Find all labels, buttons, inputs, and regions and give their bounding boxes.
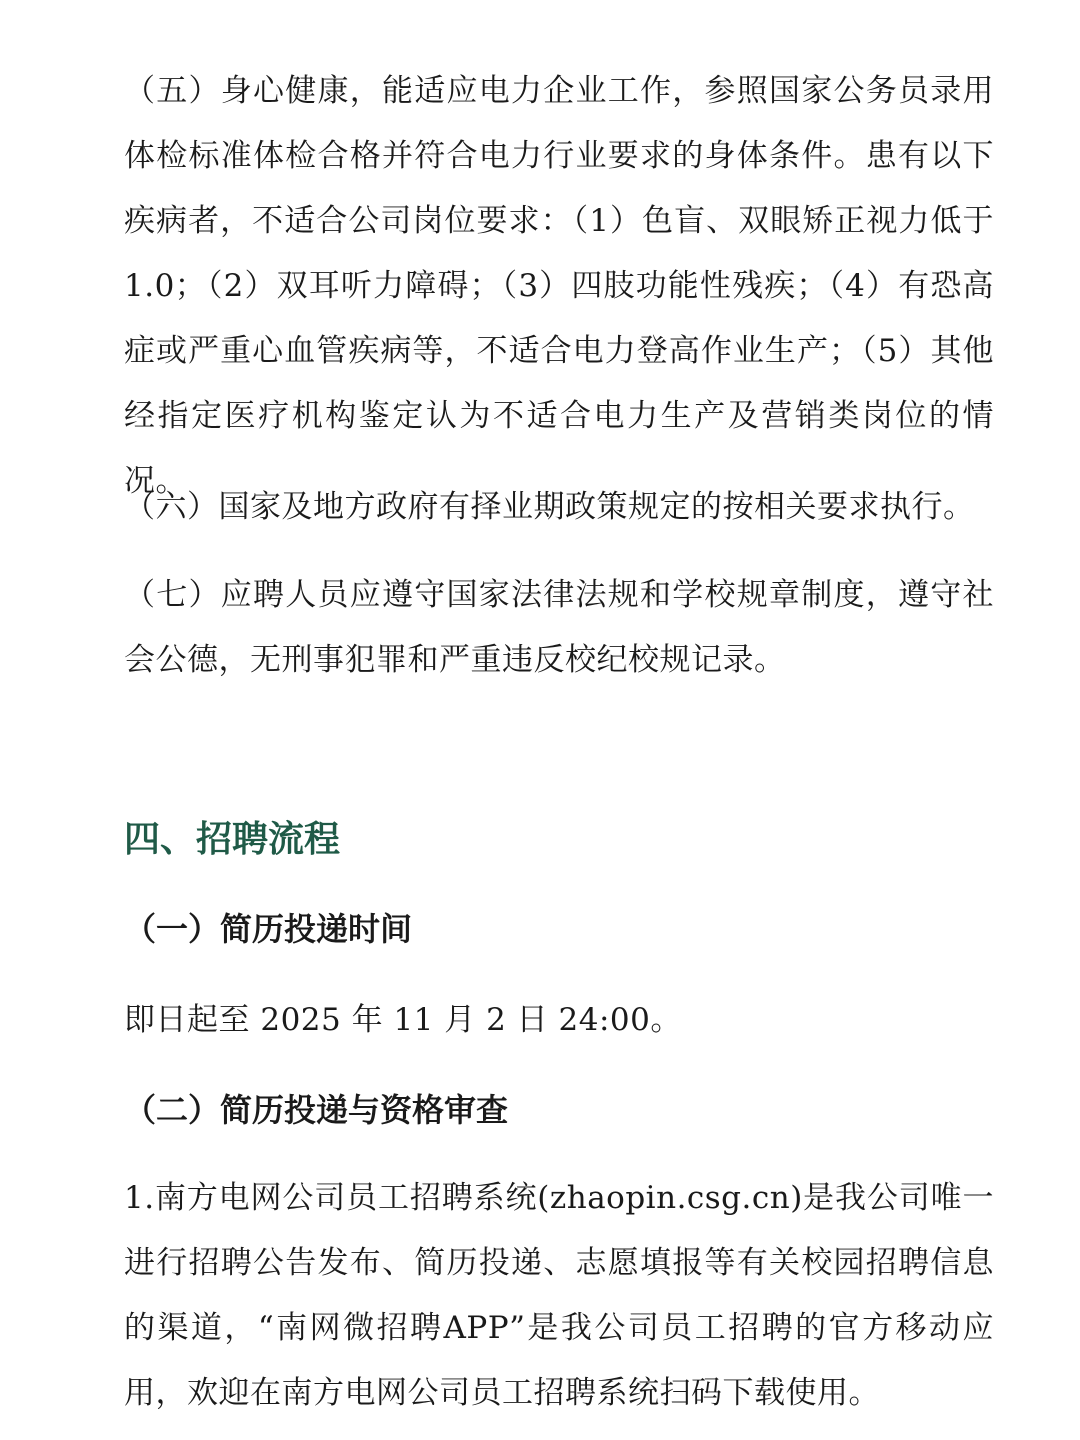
resume-deadline-text: 即日起至 2025 年 11 月 2 日 24:00。 xyxy=(124,1002,682,1038)
subheading-resume-deadline: （一）简历投递时间 xyxy=(124,910,413,948)
requirement-item-6: （六）国家及地方政府有择业期政策规定的按相关要求执行。 xyxy=(124,489,975,525)
subheading-resume-submission: （二）简历投递与资格审查 xyxy=(124,1091,509,1129)
requirement-item-7: （七）应聘人员应遵守国家法律法规和学校规章制度，遵守社会公德，无刑事犯罪和严重违反校纪校规记录。 xyxy=(124,577,994,678)
requirement-item-5: （五）身心健康，能适应电力企业工作，参照国家公务员录用体检标准体检合格并符合电力行业要求的身体条件。患有以下疾病者，不适合公司岗位要求：（1）色盲、双眼矫正视力低于1.0；（2）双耳听力障碍；（3）四肢功能性残疾；（4）有恐高症或严重心血管疾病等，不适合电力登高作业生产；（5）其他经指定医疗机构鉴定认为不适合电力生产及营销类岗位的情况。 xyxy=(124,73,994,499)
resume-submission-text: 1.南方电网公司员工招聘系统(zhaopin.csg.cn)是我公司唯一进行招聘公告发布、简历投递、志愿填报等有关校园招聘信息的渠道，“南网微招聘APP”是我公司员工招聘的官方移动应用，欢迎在南方电网公司员工招聘系统扫码下载使用。 xyxy=(124,1180,994,1411)
section-heading-recruitment-process: 四、招聘流程 xyxy=(124,818,341,860)
